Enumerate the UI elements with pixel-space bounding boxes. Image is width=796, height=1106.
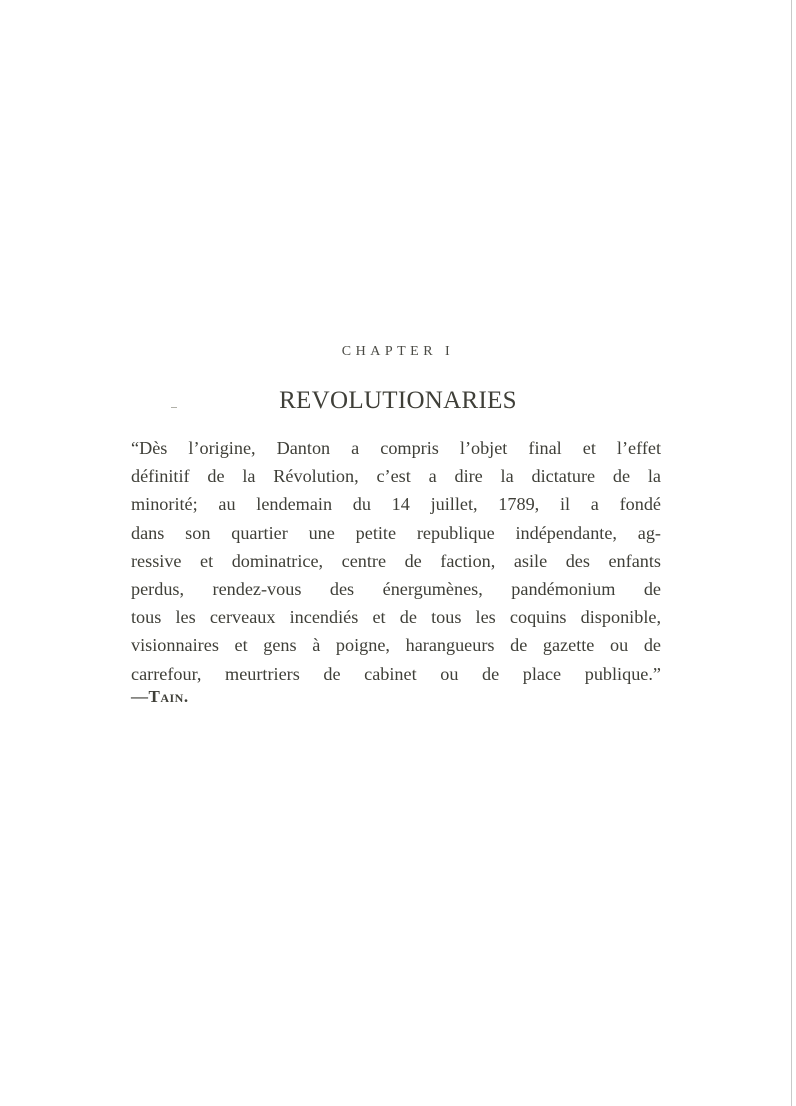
chapter-label: CHAPTER I xyxy=(341,344,455,359)
epigraph-line: perdus, rendez-vous des énergumènes, pandémonium de xyxy=(131,578,661,599)
epigraph-line: définitif de la Révolution, c’est a dire la dictature de la xyxy=(131,466,661,487)
epigraph-quote xyxy=(131,434,661,688)
epigraph-line: carrefour, meurtriers de cabinet ou de place publique.” xyxy=(131,663,661,684)
epigraph-line: dans son quartier une petite republique indépendante, ag- xyxy=(131,522,661,543)
attribution-text: —Tain. xyxy=(131,687,189,706)
epigraph-line: minorité; au lendemain du 14 juillet, 1789, il a fondé xyxy=(131,494,661,515)
chapter-title: REVOLUTIONARIES xyxy=(279,387,517,414)
epigraph-line: visionnaires et gens à poigne, harangueurs de gazette ou de xyxy=(131,635,661,656)
epigraph-line: tous les cerveaux incendiés et de tous les coquins disponible, xyxy=(131,607,661,628)
page-edge-line xyxy=(791,0,792,1106)
epigraph-line: “Dès l’origine, Danton a compris l’objet final et l’effet xyxy=(131,438,661,458)
epigraph-line: ressive et dominatrice, centre de faction, asile des enfants xyxy=(131,550,661,571)
epigraph-attribution xyxy=(131,687,189,707)
